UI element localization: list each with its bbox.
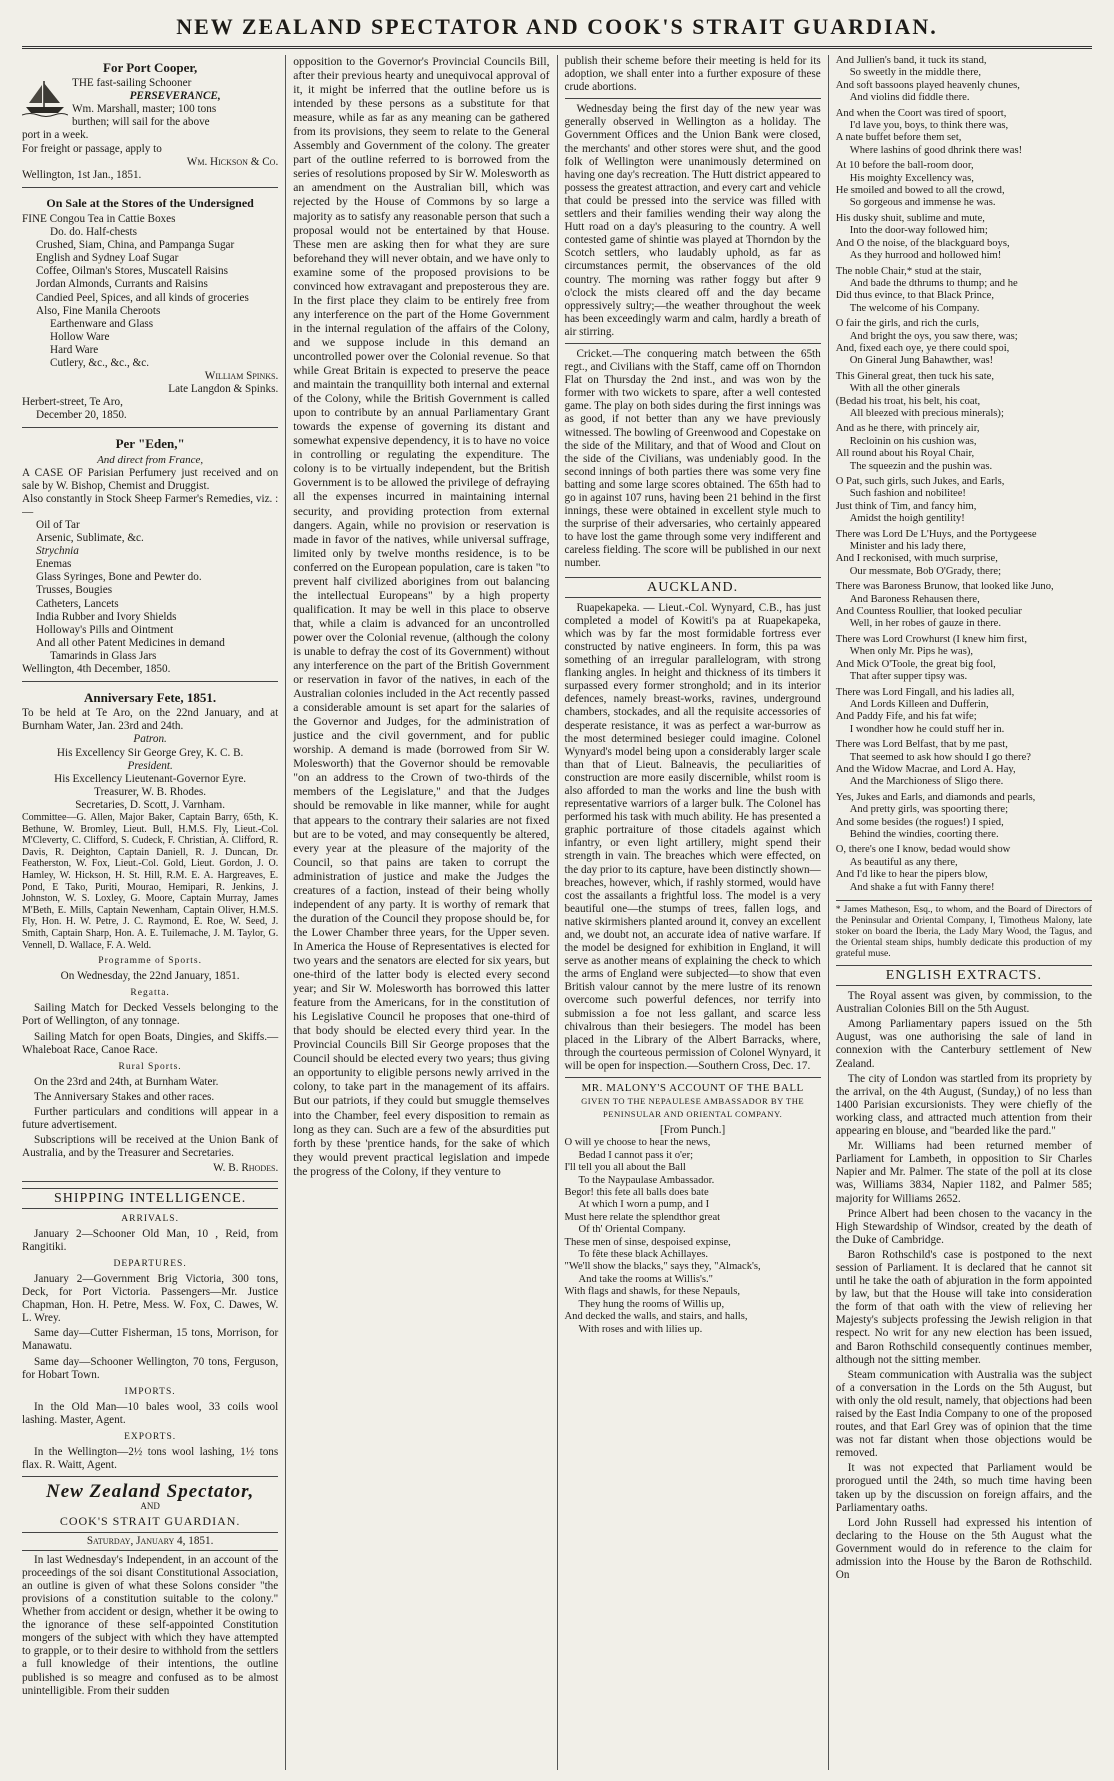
poem-line: And Countess Roullier, that looked peculiar [835,606,1022,618]
regatta-head: Regatta. [130,988,170,999]
new-year-article: Wednesday being the first day of the new year was generally observed in Wellington as a holiday. The Government Offices and the Union Bank were closed, the merchants' and other stores were shut, and the good folk of Wellington were unanimously determined on having one day's recreation. The Hutt district appeared to possess the greatest attraction, and every cart and vehicle that could be pressed into the service was filled with settlers and their families wending their way along the Hutt road on a day's pleasuring to the country. A well contested game of shintie was played at Thorndon by the Scotch settlers, who laudably uphold, as far as circumstances permit, the observances of the old country. The morning was rather foggy but after 9 o'clock the mists cleared off and the day became oppressively sultry;—the weather throughout the week has been exceedingly warm and calm, hardly a breath of air stirring. [564,103,821,338]
stores-line: Candied Peel, Spices, and all kinds of groceries [36,291,249,304]
english-extracts-title: ENGLISH EXTRACTS. [836,965,1092,986]
english-extract-paragraph: Among Parliamentary papers issued on the 5th August, was one authorising the sale of land in connexion with the Canterbury settlement of New Zealand. [835,1018,1092,1070]
english-extract-paragraph: The city of London was startled from its propriety by the arrival, on the 4th August, (Sunday,) of no less than 1400 Parisian excursionists. They were chiefly of the working class, and attracted much attention from their appearing en blouse, and "bearded like the pard." [835,1072,1092,1138]
column-4 [828,55,1092,1770]
rural-line: Further particulars and conditions will appear in a future advertisement. [22,1106,279,1132]
eden-line: Also constantly in Stock Sheep Farmer's Remedies, viz. :— [22,492,279,518]
fete-ad [22,685,278,1181]
poem-line: O fair the girls, and rich the curls, [835,318,980,330]
port-cooper-line: For freight or passage, apply to [22,142,162,155]
poem-line: And some besides (the rogues!) I spied, [835,816,1004,828]
leader-section [22,1481,279,1697]
columns [22,55,1092,1770]
poem-line: And O the noise, of the blackguard boys, [835,237,1010,249]
english-extract-paragraph: It was not expected that Parliament would be prorogued until the 24th, so much time having been taken up by the discussion on foreign affairs, and the Parliamentary oaths. [835,1462,1092,1514]
poem-line: And I reckonised, with much surprise, [835,553,998,565]
poem-line: He smoiled and bowed to all the crowd, [835,185,1005,197]
poem-line: "We'll show the blacks," says they, "Almack's, [564,1261,761,1273]
poem-line: At 10 before the ball-room door, [835,160,974,172]
fete-treasurer: Treasurer, W. B. Rhodes. [94,785,207,798]
poem-line: And violins did fiddle there. [849,92,970,104]
poem-line: Such fashion and nobilitee! [849,488,966,500]
poem-line: (Bedad his troat, his belt, his coat, [835,395,981,407]
stores-line: Hard Ware [50,343,99,356]
poem-line: With all the other ginerals [849,383,960,395]
poem-line: Minister and his lady there, [849,541,966,553]
eden-line: Enemas [36,558,72,571]
poem-line: There was Baroness Brunow, that looked like Juno, [835,581,1054,593]
poem-line: Bedad I cannot pass it o'er; [578,1149,694,1161]
port-cooper-date: Wellington, 1st Jan., 1851. [22,168,142,181]
poem-line: Behind the windies, coorting there. [849,828,999,840]
port-cooper-line: burthen; will sail for the above [72,116,210,129]
column-2 [285,55,556,1770]
rural-line: The Anniversary Stakes and other races. [34,1090,215,1103]
fete-line: To be held at Te Aro, on the 22nd January, and at Burnham Water, Jan. 23rd and 24th. [22,707,279,733]
import-entry: In the Old Man—10 bales wool, 33 coils wool lashing. Master, Agent. [22,1400,279,1426]
export-entry: In the Wellington—2½ tons wool lashing, 1½ tons flax. R. Waitt, Agent. [22,1446,279,1472]
english-extract-paragraph: Prince Albert had been chosen to the vacancy in the High Stewardship of Windsor, created by the death of the Duke of Cambridge. [835,1207,1092,1246]
poem-line: Did thus evince, to that Black Prince, [835,290,995,302]
poem-line: There was Lord De L'Huys, and the Portygeese [835,528,1037,540]
poem-line: The squeezin and the pushin was. [849,460,993,472]
paper-and: AND [140,1501,160,1512]
poem-line: All bleezed with precious minerals); [849,407,1004,419]
poem-line: There was Lord Fingall, and his ladies all, [835,686,1015,698]
fete-committee: Committee—G. Allen, Major Baker, Captain Barry, 65th, K. Bethune, W. Bromley, Lieut. Bull, H.M.S. Fly, Lieut.-Col. M'Cleverty, C. Clifford, S. Cudeck, F. Christian, A. Clifford, R. Davis, R. Deighton, Captain Daniell, R. J. Duncan, Dr. Featherston, W. Fox, Lieut.-Col. Gold, Lieut. Gordon, J. O. Hamley, W. Hickson, H. St. Hill, R.M. E. A. Hargreaves, E. Pond, E Tako, Puriti, Mourao, Hemipari, R. Jenkins, J. Johnston, W. S. Loxley, G. Moore, Captain Murray, James M'Beth, E. Mills, Captain Newenham, Captain Oliver, H.M.S. Fly, Hon. H. W. Petre, J. C. Raymond, E. Roe, W. Seed, J. Smith, Captain Sharp, Hon. A. E. Tuilemache, J. M. Taylor, G. Vennell, D. Wallace, F. A. Weld. [22,811,279,951]
eden-line: Catheters, Lancets [36,597,119,610]
malony-title: MR. MALONY'S ACCOUNT OF THE BALL [581,1082,804,1095]
stores-line: English and Sydney Loaf Sugar [36,252,179,265]
poem-line: Well, in her robes of gauze in there. [849,618,1001,630]
port-cooper-agent: Wm. Hickson & Co. [186,155,279,168]
column-1 [22,55,285,1770]
poem-line: And bade the dthrums to thump; and he [849,277,1018,289]
poem-line: Just think of Tim, and fancy him, [835,500,977,512]
stores-line: Jordan Almonds, Currants and Raisins [36,278,208,291]
eden-line: Trusses, Bougies [36,584,113,597]
rural-line: Subscriptions will be received at the Union Bank of Australia, and by the Treasurer and Secretaries. [22,1134,279,1160]
poem-line: A nate buffet before them set, [835,132,962,144]
eden-line: Oil of Tar [36,519,80,531]
leader-continuation: opposition to the Governor's Provincial Councils Bill, after their previous hearty and unequivocal approval of it, it might be inferred that the outline before us is intended by these persons as a substitute for that measure, while as far as any meaning can be gathered from its provisions, they seem to relate to the General Assembly and Government of the colony. The greater part of the outline referred to is borrowed from the series of resolutions proposed by Sir W. Molesworth as an amendment on the Australian bill, which was rejected by the House of Commons by so large a majority as to satisfy any reasonable person that such a proposal would not be entertained by that House. These men are asking then for what they are sure beforehand they will never obtain, and we have only to examine some of the proposed provisions to be convinced how extravagant and preposterous they are. In the first place they claim to be entirely free from any interference on the part of the Home Government in the internal regulation of the affairs of the Colony, and we suppose include in this demand an uncontrolled power over the Colonial revenue. So that while Great Britain is expected to preserve the peace and maintain the tranquillity both internal and external of the Colony, while the British Government is called upon to contribute by an annual Parliamentary Grant towards the expense of governing its distant and somewhat expensive dependency, it is to have no voice in controlling or regulating the expenditure. The colony is to be virtually independent, but the British Government is to be allowed the privilege of defraying all the expenses incurred in maintaining internal security, and providing protection from external dangers. Again, while no provision or reservation is made in favor of the natives, while universal suffrage, limited only by twelve months residence, is to be conferred on the European population, care is taken "to prevent half civilized aborigines from out balancing the intellectual Europeans" by a high property qualification. It may be well in this place to observe that, while a claim is advanced for an uncontrolled power over the Colonial revenue, (although the colony is unable to defray the cost of its Government) without any interference on the part of the British Government or reservation in favor of the natives, in each of the Australian colonies included in the Act recently passed a considerable amount is set apart for the salaries of the Governor and Judges, for the administration of justice and the civil government, and for public worship. A demand is made (borrowed from Sir W. Molesworth) that the Governor should be removable "on an address to the Crown of two-thirds of the members of the Legislature," and that the Judges should be removable in like manner, while for aught that appears to the contrary their salaries are not fixed but are to be voted, and may consequently be altered, every year at the pleasure of the majority of the Council, so that pains are taken to corrupt the administration of justice and make the Judges the creatures of a faction, instead of their being wholly independent of any party. It is worthy of remark that the duration of the Council they propose should be, for the Lower Chamber three years, for the Upper seven. In America the House of Representatives is elected for two years and the senators are elected for six years, but one-third of the latter body is elected every second year; and Sir W. Molesworth has borrowed this latter feature from the Americans, for in the constitution of his Legislative Council he proposes that one-third of that body should be elected every third year. In the Provincial Councils Bill Sir George proposes that the Council should be elected every two years; thus giving an opportunity to eligible persons newly arrived in the colony, to take part in the management of its affairs. But our patriots, if they could but smuggle themselves into the Chamber, feel every disposition to remain as long as they can. Such are a few of the absurdities put forth by these 'prentice hands, for the sake of which they would prevent practical legislation and impede the progress of the Colony, if they venture to [293,55,550,1178]
from-punch: [From Punch.] [659,1124,726,1137]
leader-date: Saturday, January 4, 1851. [22,1532,278,1551]
fete-secretaries: Secretaries, D. Scott, J. Varnham. [75,798,226,811]
rural-line: On the 23rd and 24th, at Burnham Water. [34,1075,219,1088]
poem-line: At which I worn a pump, and I [578,1199,710,1211]
port-cooper-line: port in a week. [22,129,89,142]
poem-line: To fête these black Achillayes. [578,1249,709,1261]
rural-head: Rural Sports. [118,1061,182,1072]
poem-line: I'll tell you all about the Ball [564,1162,686,1174]
leader-text: In last Wednesday's Independent, in an account of the proceedings of the soi disant Constitutional Association, an outline is given of what these Solons consider "the provisions of a constitution suitable to the colony." Whether from accident or design, whether it be owing to the ignorance of these self-appointed Constitution mongers of the subject with which they have attempted to grapple, or to their desire to withhold from the settlers a full knowledge of their intentions, the outline published is so meagre and confused as to be almost unintelligible. From their sudden [22,1553,279,1697]
poem-line: To the Naypaulase Ambassador. [578,1174,715,1186]
masthead: NEW ZEALAND SPECTATOR AND COOK'S STRAIT GUARDIAN. [22,14,1092,49]
poem-line: Amidst the hoigh gentility! [849,513,965,525]
poem-line: So sweetly in the middle there, [849,67,981,79]
poem-line: The welcome of his Company. [849,302,980,314]
poem-line: There was Lord Belfast, that by me past, [835,739,1008,751]
column-3 [557,55,828,1770]
poem-line: That after supper tipsy was. [849,671,968,683]
poem-line: And I'd like to hear the pipers blow, [835,869,988,881]
regatta-line: Sailing Match for Decked Vessels belonging to the Port of Wellington, of any tonnage. [22,1002,279,1028]
eden-line: India Rubber and Ivory Shields [36,610,177,623]
poem-line: O, there's one I know, bedad would show [835,844,1011,856]
stores-line: FINE Congou Tea in Cattie Boxes [22,212,176,225]
poem-line: And as he there, with princely air, [835,423,980,435]
fete-president: His Excellency Lieutenant-Governor Eyre. [54,772,247,785]
poem-line: And the Widow Macrae, and Lord A. Hay, [835,763,1016,775]
fete-president-label: President. [127,759,173,772]
stores-line: Do. do. Half-chests [50,226,137,239]
poem-line: Recloinin on his cushion was, [849,435,977,447]
poem-line: I'd lave you, boys, to think there was, [849,120,1009,132]
stores-line: Cutlery, &c., &c., &c. [50,356,150,369]
poem-line: Begor! this fete all balls does bate [564,1187,709,1199]
poem-line: And shake a fut with Fanny there! [849,881,995,893]
poem-line: This Gineral great, then tuck his sate, [835,370,995,382]
poem-line: And bright the oys, you saw there, was; [849,330,1018,342]
english-extract-paragraph: Baron Rothschild's case is postponed to the next session of Parliament. It is declared that he cannot sit until he take the oath of abjuration in the form appointed by law, but that the House will take into consideration the form of that oath with the view of relieving her Majesty's subjects professing the Jewish religion in that respect. No writ for any new election has been issued, and Baron Rothschild consequently continues member, although not the sitting member. [835,1248,1092,1366]
poem-line: Our messmate, Bob O'Grady, there; [849,565,1002,577]
poem-line: On Gineral Jung Bahawther, was! [849,355,994,367]
arrivals-head: ARRIVALS. [121,1213,179,1224]
stores-signature-2: Late Langdon & Spinks. [168,383,279,396]
eden-title: Per "Eden," [115,436,185,452]
poem-line: These men of sinse, despoised expinse, [564,1236,731,1248]
poem-line: As beautiful as any there, [849,856,958,868]
paper-subname: COOK'S STRAIT GUARDIAN. [59,1514,241,1529]
poem-line: And when the Coort was tired of spoort, [835,107,1007,119]
poem-line: O will ye choose to hear the news, [564,1137,711,1149]
departure-entry: January 2—Government Brig Victoria, 300 tons, Deck, for Port Victoria. Passengers—Mr. Justice Chapman, Hon. H. Petre, Mess. W. Fox, C. Dawes, W. L. Wrey. [22,1272,279,1325]
poem-line: The noble Chair,* stud at the stair, [835,265,982,277]
eden-line: Arsenic, Sublimate, &c. [36,532,144,545]
fete-title: Anniversary Fete, 1851. [84,690,217,706]
poem-line: And, fixed each oye, ye there could spoi, [835,342,1010,354]
paper-name: New Zealand Spectator, [45,1481,255,1503]
port-cooper-line: Wm. Marshall, master; 100 tons [72,103,217,116]
programme-head: Programme of Sports. [98,956,202,967]
leader-conclusion: publish their scheme before their meeting is held for its adoption, we shall enter into a further exposure of these crude abortions. [564,55,821,94]
programme-date: On Wednesday, the 22nd January, 1851. [60,970,240,983]
poem-line: They hung the rooms of Willis up, [578,1298,725,1310]
departures-head: DEPARTURES. [113,1258,187,1269]
malony-poem [565,1137,821,1336]
poem-line: And Jullien's band, it tuck its stand, [835,55,987,66]
poem-line: And Mick O'Toole, the great big fool, [835,658,996,670]
poem-line: And Lords Killeen and Dufferin, [849,698,989,710]
divider [565,98,821,99]
divider [565,1077,821,1078]
english-extracts [836,990,1092,1582]
fete-signature: W. B. Rhodes. [213,1162,279,1175]
poem-line: With roses and with lilies up. [578,1323,703,1335]
imports-head: IMPORTS. [124,1386,176,1397]
shipping-title: SHIPPING INTELLIGENCE. [22,1188,278,1209]
stores-address: Herbert-street, Te Aro, [22,396,123,409]
poem-line: So gorgeous and immense he was. [849,197,996,209]
departure-entry: Same day—Cutter Fisherman, 15 tons, Morrison, for Manawatu. [22,1327,279,1353]
fete-patron-label: Patron. [133,733,167,746]
poem-line: As they hurrood and hollowed him! [849,250,1002,262]
stores-line: Crushed, Siam, China, and Pampanga Sugar [36,239,235,252]
english-extract-paragraph: The Royal assent was given, by commission, to the Australian Colonies Bill on the 5th August. [835,990,1092,1016]
poem-line: Of th' Oriental Company. [578,1224,686,1236]
poem-line: Yes, Jukes and Earls, and diamonds and pearls, [835,791,1036,803]
stores-line: Hollow Ware [50,330,110,343]
poem-line: His dusky shuit, sublime and mute, [835,212,985,224]
poem-line: And decked the walls, and stairs, and halls, [564,1311,748,1323]
eden-line: Strychnia [36,545,79,558]
malony-poem-continued [836,55,1092,894]
eden-ad [22,431,278,682]
poem-line: Into the door-way followed him; [849,225,988,237]
divider [565,343,821,344]
stores-signature: William Spinks. [204,370,279,383]
port-cooper-line: THE fast-sailing Schooner [72,77,192,90]
eden-line: Tamarinds in Glass Jars [50,649,157,662]
cricket-article: Cricket.—The conquering match between the 65th regt., and Civilians with the Staff, came off on Thorndon Flat on Thursday the 2nd inst., and was won by the former with two wickets to spare, after a well contested game. The play on both sides during the first innings was as good, if not better than any we have previously witnessed. The bowling of Greenwood and Copestake on the side of the Military, and that of Wood and Clout on the side of the Civilians, was undeniably good. In the second innings of both parties there was some very fine batting and some large scores obtained. The 65th had to go in against 107 runs, having been 21 behind in the first innings, these were obtained in excellent style much to the surprise of their adversaries, who certainly appeared to have lost the game through some very indifferent and careless fielding. The score will be published in our next number. [564,347,821,570]
poem-line: And Paddy Fife, and his fat wife; [835,711,977,723]
eden-line: Holloway's Pills and Ointment [36,623,174,636]
english-extract-paragraph: Mr. Williams had been returned member of Parliament for Lambeth, in opposition to Sir Charles Napier and Mr. Palmer. The state of the poll at its close was, Williams 3834, Napier 1182, and Palmer 585; majority for Williams 2652. [835,1140,1092,1205]
departure-entry: Same day—Schooner Wellington, 70 tons, Ferguson, for Hobart Town. [22,1355,279,1381]
malony-subtitle: GIVEN TO THE NEPAULESE AMBASSADOR BY THE PENINSULAR AND ORIENTAL COMPANY. [581,1096,805,1120]
stores-line: Also, Fine Manila Cheroots [36,304,161,317]
poem-footnote: * James Matheson, Esq., to whom, and the Board of Directors of the Peninsular and Oriental Company, I, Timotheus Malony, late stoker on board the Iberia, the Lady Mary Wood, the Tagus, and the Oriental steam ships, humbly dedicate this production of my grateful muse. [836,900,1092,959]
poem-line: That seemed to ask how should I go there? [849,751,1031,763]
poem-line: With flags and shawls, for these Nepauls, [564,1286,741,1298]
poem-line: And pretty girls, was spoorting there; [849,804,1009,816]
poem-line: I wondher how he could stuff her in. [849,723,1005,735]
port-cooper-ship-name: PERSEVERANCE, [129,90,221,103]
eden-date: Wellington, 4th December, 1850. [22,663,171,676]
divider [22,1476,278,1477]
poem-line: And take the rooms at Willis's." [578,1273,713,1285]
poem-line: His moighty Excellency was, [849,172,974,184]
stores-date: December 20, 1850. [36,409,127,422]
eden-line: A CASE OF Parisian Perfumery just received and on sale by W. Bishop, Chemist and Druggist. [22,466,279,492]
poem-line: There was Lord Crowhurst (I knew him first, [835,633,1027,645]
poem-line: And the Marchioness of Sligo there. [849,776,1004,788]
stores-line: Earthenware and Glass [50,317,154,330]
poem-line: O Pat, such girls, such Jukes, and Earls, [835,476,1005,487]
english-extract-paragraph: Steam communication with Australia was the subject of a conversation in the Lords on the 5th August, but with only the old result, namely, that objections had been raised by the East India Company to one of the proposed routes, and that Earl Grey was of opinion that the time was not far distant when those objections would be removed. [835,1368,1092,1460]
stores-line: Coffee, Oilman's Stores, Muscatell Raisins [36,265,228,278]
stores-ad [22,191,278,429]
eden-line: Glass Syringes, Bone and Pewter do. [36,571,202,584]
arrival-entry: January 2—Schooner Old Man, 10 , Reid, from Rangitiki. [22,1227,279,1253]
poem-line: Where lashins of good dhrink there was! [849,144,1023,156]
exports-head: EXPORTS. [124,1432,177,1442]
stores-title: On Sale at the Stores of the Undersigned [46,195,254,210]
ship-icon [22,77,68,121]
poem-line: Must here relate the splendthor great [564,1211,721,1223]
auckland-article: Ruapekapeka. — Lieut.-Col. Wynyard, C.B., has just completed a model of Kowiti's pa at Ruapekapeka, which was by far the most formidable fortress ever constructed by native engineers. In form, this pa was something of an irregular parallelogram, with strong flanking angles. In height and thickness of its timbers it surpassed every former stronghold; and in its interior defences, namely breast-works, ravines, underground chambers, stockades, and all the requisite accessories of desperate resistance, it was as perfect a war-burrow as the most determined besieger could imagine. Colonel Wynyard's model being upon a considerably larger scale than that of Lieut. Balneavis, the peculiarities of construction are more easily discernible, whilst room is also afforded to man the works and line the bush with representative warriors of a larger bulk. The Colonel has performed his task with much ability. He has presented a graphic portraiture of those citadels against which infantry, or even light artillery, might spend their strength in vain. The breaches which were effected, on the day prior to its capture, have been distinctly shown—breaches, however, which, if rashly stormed, would have cost the assailants a frightful loss. The model is a very beautiful one—the stumps of trees, fallen logs, and native skirmishers planted around it, convey an excellent and, we doubt not, an accurate idea of native warfare. If the model be designed for exhibition in England, it will serve as another means of explaining the check to which the arms of England were subjected—to show that even British valour cannot by the mere lustre of its renown overcome such powerful defences, nor terrify into submission a foe not less gallant, and scarce less chivalrous than their besiegers. The model has been placed in the Library of the Albert Barracks, where, through the courteous permission of Colonel Wynyard, it will be open for inspection.—Southern Cross, Dec. 17. [564,601,821,1072]
poem-line: And Baroness Rehausen there, [849,593,980,605]
poem-line: And soft bassoons played heavenly chunes, [835,79,1020,91]
english-extract-paragraph: Lord John Russell had expressed his intention of declaring to the House on the 5th August what the Government would do in reference to the claim for admission into the House by the Baron de Rothschild. On [835,1516,1092,1582]
auckland-title: AUCKLAND. [565,577,821,598]
poem-line: When only Mr. Pips he was), [849,646,974,658]
regatta-line: Sailing Match for open Boats, Dingies, and Skiffs.—Whaleboat Race, Canoe Race. [22,1030,279,1056]
poem-line: All round about his Royal Chair, [835,448,975,460]
eden-subtitle: And direct from France, [97,453,204,466]
fete-patron: His Excellency Sir George Grey, K. C. B. [56,746,244,759]
port-cooper-title: For Port Cooper, [103,60,198,75]
eden-line: And all other Patent Medicines in demand [36,636,225,649]
port-cooper-ad [22,55,278,188]
shipping-section [22,1188,278,1473]
